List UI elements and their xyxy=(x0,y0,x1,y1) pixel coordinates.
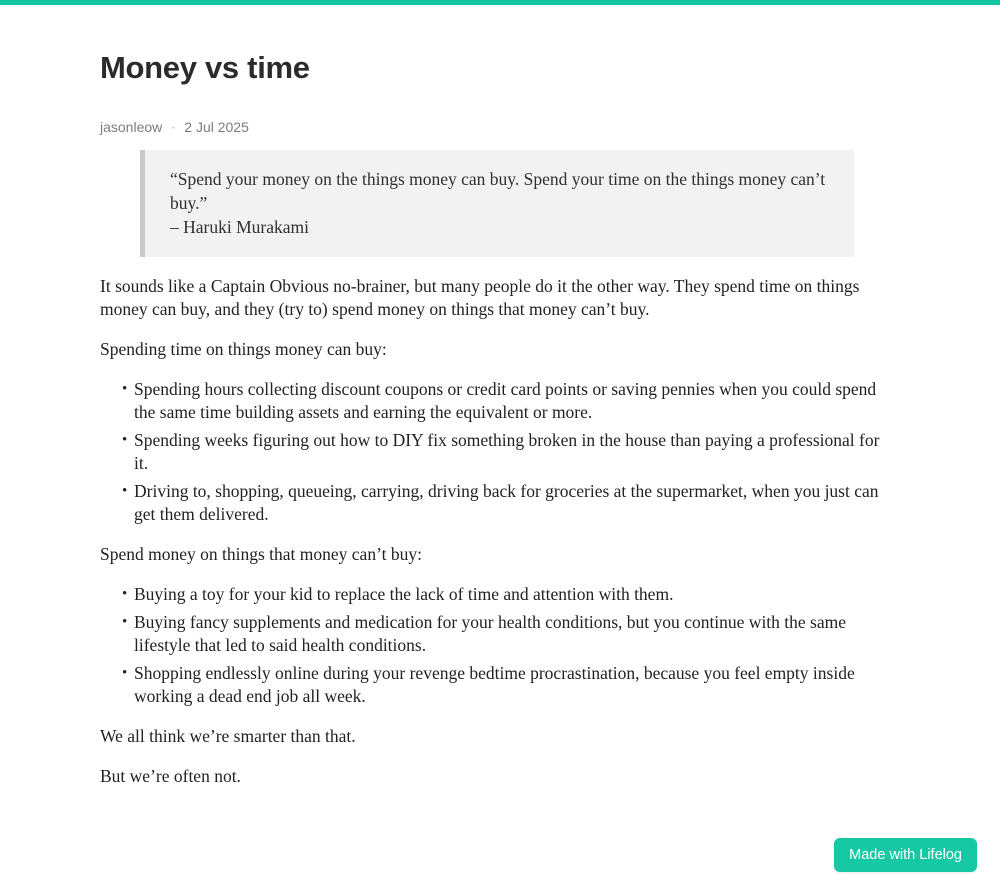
byline-separator: · xyxy=(171,120,176,135)
byline xyxy=(100,119,894,135)
closing-paragraph-2: But we’re often not. xyxy=(100,765,241,786)
list2-lead-paragraph: Spend money on things that money can’t buy: xyxy=(100,543,422,564)
article-body xyxy=(100,275,894,788)
list-item: • Spending hours collecting discount coupons or credit card points or saving pennies when you could spend the same time building assets and earning the equivalent or more. xyxy=(124,378,894,424)
publish-date: 2 Jul 2025 xyxy=(184,119,249,136)
list-item: • Buying a toy for your kid to replace the lack of time and attention with them. xyxy=(124,583,894,606)
page-title: Money vs time xyxy=(100,50,310,85)
closing-paragraph-1: We all think we’re smarter than that. xyxy=(100,725,356,746)
list1-lead-paragraph: Spending time on things money can buy: xyxy=(100,338,387,359)
list-item: • Spending weeks figuring out how to DIY fix something broken in the house than paying a professional for it. xyxy=(124,429,894,475)
list-item: • Buying fancy supplements and medication for your health conditions, but you continue with the same lifestyle that led to said health conditions. xyxy=(124,611,894,657)
list-money-on-priceless-things xyxy=(100,583,894,708)
list-item: • Shopping endlessly online during your revenge bedtime procrastination, because you feel empty inside working a dead end job all week. xyxy=(124,662,894,708)
quote-text: “Spend your money on the things money can buy. Spend your time on the things money can’t buy.” xyxy=(170,169,826,214)
made-with-lifelog-button[interactable]: Made with Lifelog xyxy=(834,838,977,872)
quote-attribution: – Haruki Murakami xyxy=(170,217,309,238)
author-link[interactable]: jasonleow xyxy=(100,119,163,136)
list-time-on-money-things xyxy=(100,378,894,526)
list-item: • Driving to, shopping, queueing, carrying, driving back for groceries at the supermarket, when you just can get them delivered. xyxy=(124,480,894,526)
article-container xyxy=(100,5,894,865)
blockquote xyxy=(140,150,854,257)
intro-paragraph: It sounds like a Captain Obvious no-brainer, but many people do it the other way. They spend time on things money can buy, and they (try to) spend money on things that money can’t buy. xyxy=(100,275,860,319)
